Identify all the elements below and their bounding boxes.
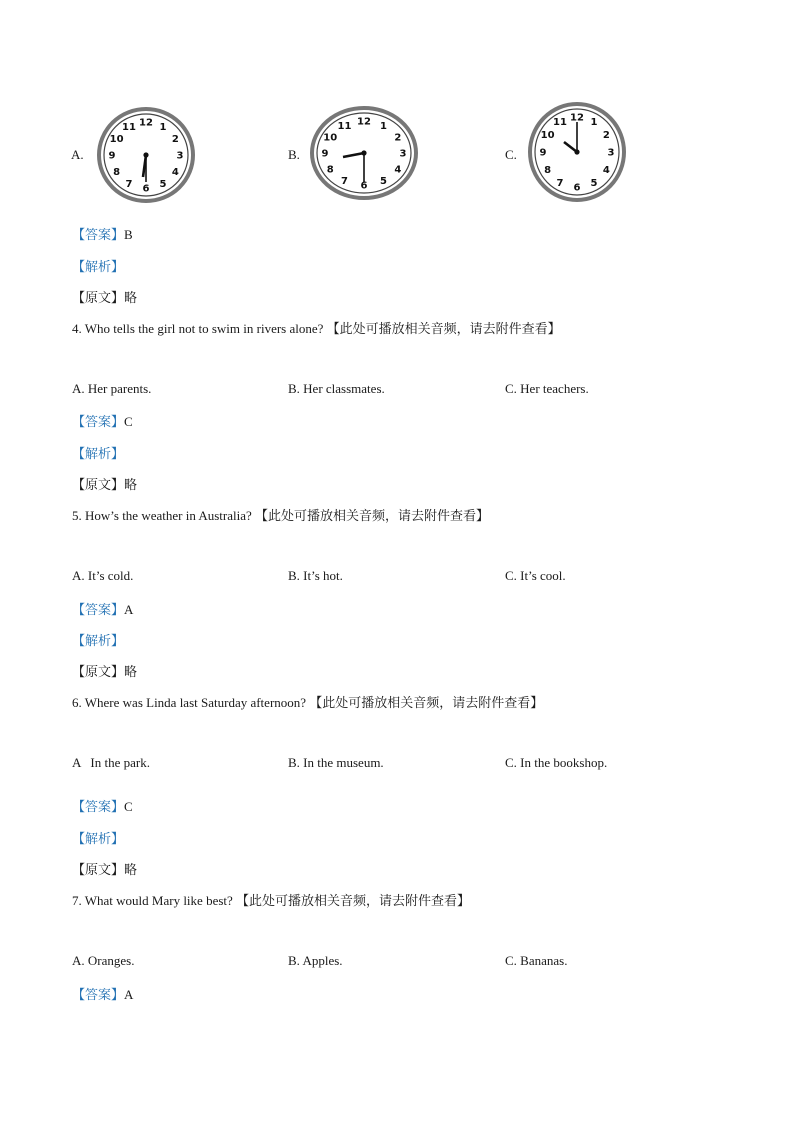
- analysis-tag-close: 】: [111, 260, 125, 275]
- original-tag-label: 原文: [85, 665, 112, 680]
- original-value: 略: [124, 478, 138, 493]
- clock-a-image: [96, 105, 196, 205]
- question-7: [72, 890, 470, 909]
- answer-tag: 【: [72, 228, 86, 243]
- original-value: 略: [124, 665, 138, 680]
- question-6: [72, 692, 543, 711]
- analysis-tag-label: 解析: [85, 447, 112, 462]
- analysis-tag-label: 解析: [85, 260, 112, 275]
- question-5: [72, 505, 489, 524]
- analysis-tag-open: 【: [72, 832, 86, 847]
- analysis-line-q6: [72, 828, 124, 847]
- analysis-tag-close: 】: [111, 634, 125, 649]
- clock-numeral: 11: [553, 117, 567, 129]
- analysis-line-q5: [72, 630, 124, 649]
- clock-numeral: 10: [540, 130, 555, 141]
- q7-option-c: C. Bananas.: [505, 953, 568, 968]
- original-tag-label: 原文: [85, 291, 112, 306]
- answer-tag-open: 【: [72, 603, 86, 618]
- answer-line-q5: [72, 599, 133, 618]
- clock-numeral: 2: [602, 130, 610, 141]
- analysis-line-clock: [72, 256, 124, 275]
- q6-option-a: A In the park.: [72, 755, 150, 770]
- original-line-q4: 【原文】略: [72, 478, 138, 493]
- clock-numeral: 8: [113, 167, 121, 178]
- original-line-q6: 【原文】略: [72, 863, 138, 878]
- answer-tag-label: 答案: [85, 800, 112, 815]
- answer-line-clock: [72, 224, 133, 243]
- answer-tag-label: 答案: [85, 228, 112, 243]
- question-text: 4. Who tells the girl not to swim in rivers alone?: [72, 321, 327, 336]
- answer-value: B: [124, 227, 133, 242]
- q5-option-b: B. It’s hot.: [288, 568, 343, 583]
- clock-numeral: 9: [539, 147, 547, 159]
- option-letter-a: A.: [71, 147, 84, 162]
- clock-numeral: 4: [394, 164, 402, 176]
- analysis-line-q4: [72, 443, 124, 462]
- analysis-tag-open: 【: [72, 447, 86, 462]
- original-value: 略: [124, 863, 138, 878]
- answer-tag-label: 答案: [85, 603, 112, 618]
- audio-note: 【此处可播放相关音频，请去附件查看】: [255, 509, 490, 524]
- q4-option-a: A. Her parents.: [72, 381, 152, 396]
- answer-tag-close: 】: [111, 228, 125, 243]
- answer-line-q6: [72, 796, 133, 815]
- question-4: [72, 318, 561, 337]
- option-letter-c: C.: [505, 147, 517, 162]
- option-letter-b: B.: [288, 147, 300, 162]
- question-text: 5. How’s the weather in Australia?: [72, 508, 256, 523]
- analysis-tag-close: 】: [111, 832, 125, 847]
- analysis-tag-close: 】: [111, 447, 125, 462]
- clock-b-image: [309, 105, 419, 201]
- q7-option-a: A. Oranges.: [72, 953, 135, 968]
- answer-tag-open: 【: [72, 988, 86, 1003]
- original-tag-label: 原文: [85, 478, 112, 493]
- clock-numeral: 2: [171, 134, 179, 145]
- answer-line-q7: [72, 984, 133, 1003]
- clock-numeral: 6: [142, 183, 150, 195]
- answer-tag-close: 】: [111, 988, 125, 1003]
- clock-numeral: 5: [380, 176, 387, 188]
- clock-numeral: 12: [570, 112, 584, 124]
- clock-numeral: 9: [108, 150, 116, 162]
- answer-tag-label: 答案: [85, 415, 112, 430]
- clock-numeral: 7: [341, 176, 348, 188]
- clock-numeral: 1: [380, 120, 387, 132]
- clock-numeral: 1: [590, 117, 598, 129]
- answer-value: C: [124, 414, 133, 429]
- answer-value: C: [124, 799, 133, 814]
- clock-numeral: 7: [556, 177, 564, 189]
- audio-note: 【此处可播放相关音频，请去附件查看】: [236, 894, 471, 909]
- clock-numeral: 3: [607, 147, 615, 159]
- analysis-tag-open: 【: [72, 634, 86, 649]
- answer-tag-label: 答案: [85, 988, 112, 1003]
- answer-value: A: [124, 602, 134, 617]
- clock-numeral: 12: [357, 116, 371, 128]
- q4-option-b: B. Her classmates.: [288, 381, 385, 396]
- question-text: 6. Where was Linda last Saturday afternoon?: [72, 695, 310, 710]
- answer-tag-close: 】: [111, 800, 125, 815]
- clock-numeral: 3: [176, 150, 184, 162]
- analysis-tag-open: 【: [72, 260, 86, 275]
- q6-option-c: C. In the bookshop.: [505, 755, 608, 770]
- answer-line-q4: [72, 411, 133, 430]
- clock-numeral: 2: [394, 132, 402, 144]
- answer-tag-open: 【: [72, 800, 86, 815]
- clock-numeral: 6: [573, 182, 581, 194]
- answer-tag-close: 】: [111, 415, 125, 430]
- answer-tag-close: 】: [111, 603, 125, 618]
- answer-tag-open: 【: [72, 415, 86, 430]
- q5-option-a: A. It’s cold.: [72, 568, 134, 583]
- clock-numeral: 7: [125, 179, 133, 191]
- clock-c-image: [527, 101, 627, 203]
- answer-value: A: [124, 987, 134, 1002]
- clock-numeral: 1: [159, 121, 167, 133]
- q7-option-b: B. Apples.: [288, 953, 343, 968]
- original-tag-label: 原文: [85, 863, 112, 878]
- clock-numeral: 4: [171, 167, 179, 178]
- clock-numeral: 5: [159, 179, 167, 191]
- clock-numeral: 10: [109, 134, 124, 145]
- audio-note: 【此处可播放相关音频，请去附件查看】: [326, 322, 561, 337]
- clock-numeral: 5: [590, 177, 598, 189]
- q6-option-b: B. In the museum.: [288, 755, 384, 770]
- original-line-q5: 【原文】略: [72, 665, 138, 680]
- q4-option-c: C. Her teachers.: [505, 381, 589, 396]
- clock-numeral: 12: [139, 117, 153, 129]
- original-value: 略: [124, 291, 138, 306]
- question-text: 7. What would Mary like best?: [72, 893, 237, 908]
- q5-option-c: C. It’s cool.: [505, 568, 566, 583]
- clock-numeral: 11: [337, 120, 352, 132]
- original-line-clock: 【原文】略: [72, 291, 138, 306]
- clock-numeral: 9: [321, 148, 329, 160]
- clock-numeral: 6: [360, 180, 368, 192]
- analysis-tag-label: 解析: [85, 634, 112, 649]
- clock-numeral: 8: [544, 165, 552, 176]
- clock-numeral: 8: [326, 164, 334, 176]
- audio-note: 【此处可播放相关音频，请去附件查看】: [309, 696, 544, 711]
- clock-numeral: 4: [602, 165, 610, 176]
- analysis-tag-label: 解析: [85, 832, 112, 847]
- clock-numeral: 11: [122, 121, 136, 133]
- clock-numeral: 3: [399, 148, 407, 160]
- clock-numeral: 10: [323, 132, 338, 144]
